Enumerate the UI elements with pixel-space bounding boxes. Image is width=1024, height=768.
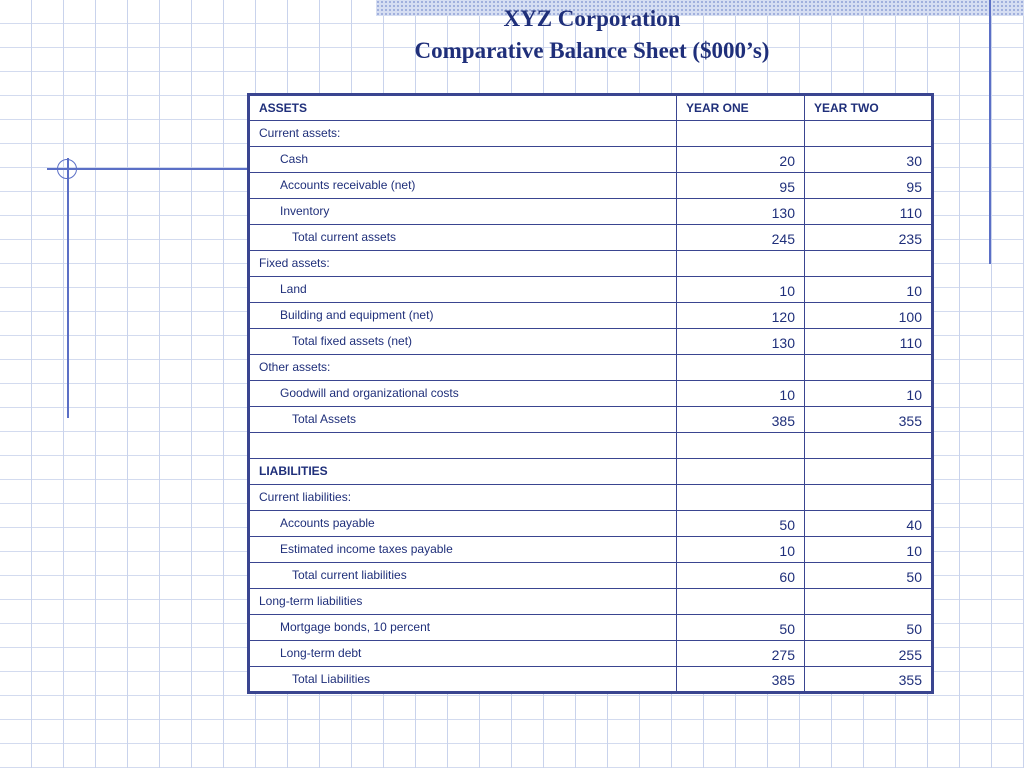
row-label: Other assets:	[249, 355, 677, 381]
row-label: Building and equipment (net)	[249, 303, 677, 329]
table-row	[249, 511, 933, 537]
year-two-value: 95	[805, 173, 933, 199]
year-one-value: 50	[677, 511, 805, 537]
row-label: Long-term debt	[249, 641, 677, 667]
row-label: Current liabilities:	[249, 485, 677, 511]
year-one-value: 120	[677, 303, 805, 329]
row-label: Inventory	[249, 199, 677, 225]
year-one-value	[677, 485, 805, 511]
row-label: Total current liabilities	[249, 563, 677, 589]
year-two-value	[805, 121, 933, 147]
year-two-value: 50	[805, 615, 933, 641]
liabilities-heading: LIABILITIES	[249, 459, 677, 485]
year-two-value: 50	[805, 563, 933, 589]
table-row	[249, 173, 933, 199]
year-one-value: 10	[677, 381, 805, 407]
table-row	[249, 459, 933, 485]
row-label: Total current assets	[249, 225, 677, 251]
year-one-value	[677, 251, 805, 277]
page-title: XYZ Corporation	[503, 6, 681, 31]
year-two-value	[805, 355, 933, 381]
row-label: Accounts payable	[249, 511, 677, 537]
table-row	[249, 537, 933, 563]
year-one-value	[677, 355, 805, 381]
year-two-value: 355	[805, 407, 933, 433]
table-row	[249, 667, 933, 693]
year-two-value	[805, 433, 933, 459]
circle-decoration	[57, 159, 77, 179]
right-decorative-line	[989, 0, 991, 264]
table-row	[249, 121, 933, 147]
year-one-value	[677, 459, 805, 485]
year-two-value: 110	[805, 199, 933, 225]
header-assets: ASSETS	[249, 95, 677, 121]
row-label: Total fixed assets (net)	[249, 329, 677, 355]
year-one-value: 20	[677, 147, 805, 173]
row-label: Goodwill and organizational costs	[249, 381, 677, 407]
row-label: Total Liabilities	[249, 667, 677, 693]
header-year-two: YEAR TWO	[805, 95, 933, 121]
year-two-value: 110	[805, 329, 933, 355]
page-subtitle: Comparative Balance Sheet ($000’s)	[414, 38, 770, 63]
year-two-value: 30	[805, 147, 933, 173]
year-one-value: 130	[677, 199, 805, 225]
table-row	[249, 485, 933, 511]
year-two-value: 100	[805, 303, 933, 329]
table-row	[249, 147, 933, 173]
table-row	[249, 563, 933, 589]
table-row	[249, 199, 933, 225]
table-row	[249, 589, 933, 615]
year-one-value	[677, 433, 805, 459]
year-two-value: 10	[805, 277, 933, 303]
header-year-one: YEAR ONE	[677, 95, 805, 121]
year-one-value: 10	[677, 537, 805, 563]
year-two-value: 10	[805, 381, 933, 407]
table-row	[249, 615, 933, 641]
row-label: Total Assets	[249, 407, 677, 433]
year-one-value: 130	[677, 329, 805, 355]
row-label: Mortgage bonds, 10 percent	[249, 615, 677, 641]
year-one-value: 60	[677, 563, 805, 589]
year-two-value	[805, 459, 933, 485]
year-two-value	[805, 251, 933, 277]
balance-sheet-table	[247, 93, 934, 694]
year-one-value: 385	[677, 407, 805, 433]
table-row	[249, 641, 933, 667]
row-label: Land	[249, 277, 677, 303]
row-label: Cash	[249, 147, 677, 173]
row-label: Fixed assets:	[249, 251, 677, 277]
year-one-value: 95	[677, 173, 805, 199]
year-one-value	[677, 589, 805, 615]
year-one-value: 275	[677, 641, 805, 667]
year-two-value: 235	[805, 225, 933, 251]
table-row	[249, 225, 933, 251]
year-one-value: 10	[677, 277, 805, 303]
row-label: Long-term liabilities	[249, 589, 677, 615]
year-two-value	[805, 589, 933, 615]
year-one-value	[677, 121, 805, 147]
table-row-spacer	[249, 433, 933, 459]
table-row	[249, 251, 933, 277]
year-two-value	[805, 485, 933, 511]
row-label	[249, 433, 677, 459]
table-row	[249, 277, 933, 303]
table-row	[249, 355, 933, 381]
table-row	[249, 381, 933, 407]
year-one-value: 385	[677, 667, 805, 693]
table-header-row	[249, 95, 933, 121]
left-vertical-decorative-line	[67, 158, 69, 418]
year-two-value: 10	[805, 537, 933, 563]
year-one-value: 245	[677, 225, 805, 251]
year-two-value: 40	[805, 511, 933, 537]
left-horizontal-decorative-line	[47, 168, 247, 170]
row-label: Accounts receivable (net)	[249, 173, 677, 199]
row-label: Current assets:	[249, 121, 677, 147]
row-label: Estimated income taxes payable	[249, 537, 677, 563]
table-row	[249, 407, 933, 433]
table-row	[249, 329, 933, 355]
year-two-value: 355	[805, 667, 933, 693]
table-row	[249, 303, 933, 329]
year-one-value: 50	[677, 615, 805, 641]
year-two-value: 255	[805, 641, 933, 667]
